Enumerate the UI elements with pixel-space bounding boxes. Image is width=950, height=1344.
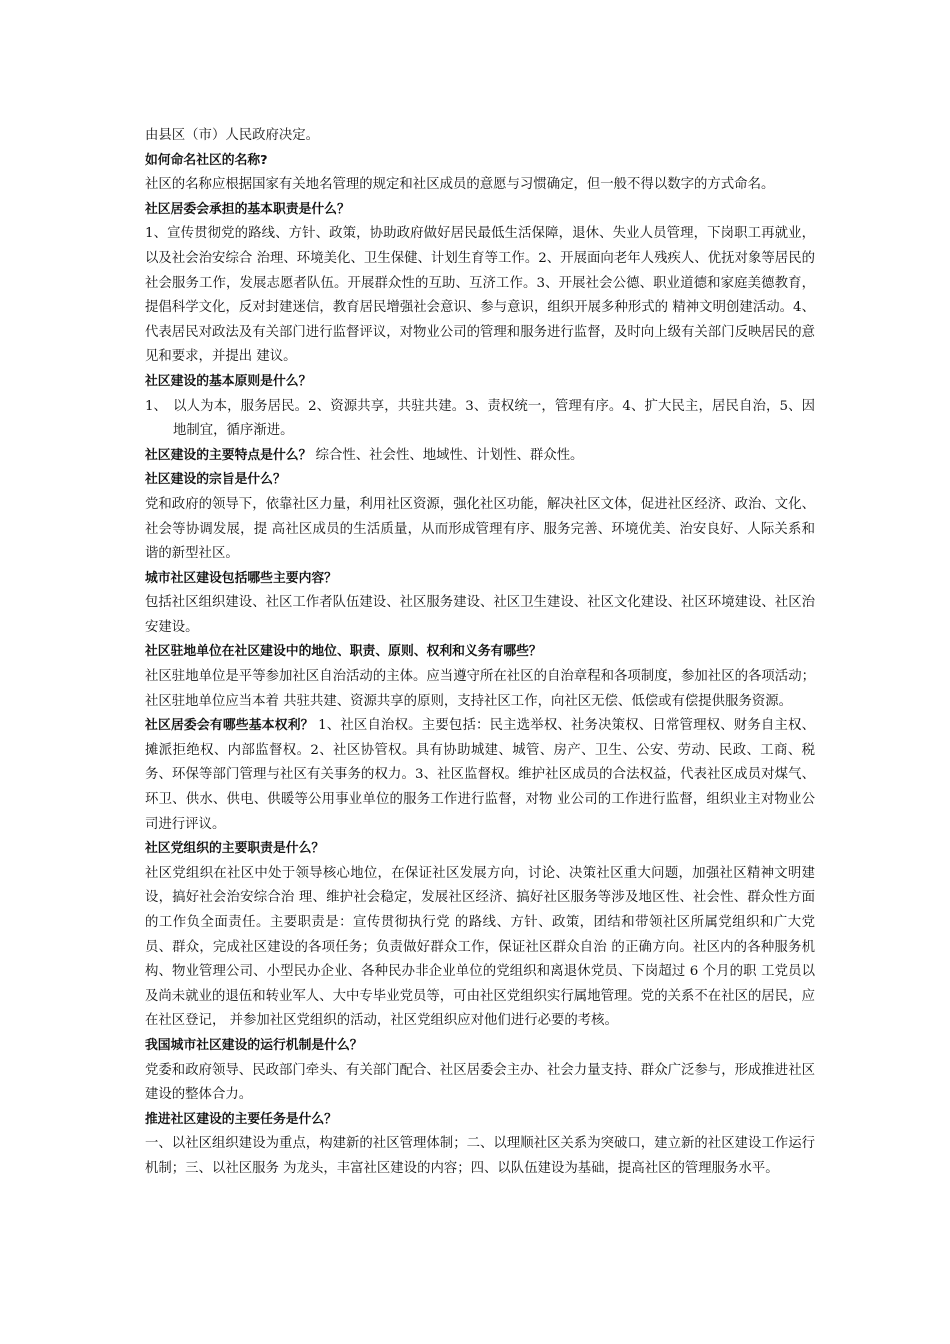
inline-question: 社区居委会有哪些基本权利？ bbox=[145, 718, 314, 734]
list-item bbox=[145, 395, 815, 444]
paragraph-text: 党和政府的领导下，依靠社区力量，利用社区资源，强化社区功能，解决社区文体，促进社区经济、政治、文化、社会等协调发展，提 高社区成员的生活质量，从而形成管理有序、服务完善、环境优美、治安良好、人际关系和谐的新型社区。 bbox=[145, 496, 815, 562]
question-heading: 城市社区建设包括哪些主要内容？ bbox=[145, 570, 337, 586]
paragraph-text: 1、宣传贯彻党的路线、方针、政策，协助政府做好居民最低生活保障，退休、失业人员管理，下岗职工再就业，以及社会治安综合 治理、环境美化、卫生保健、计划生育等工作。2、开展面向老年人残疾人、优抚对象等居民的社会服务工作，发展志愿者队伍。开展群众性的互助、互济工作。3、开展社会公德、职业道德和家庭美德教育，提倡科学文化，反对封建迷信，教育居民增强社会意识、参与意识，组织开展多种形式的 精神文明创建活动。4、代表居民对政法及有关部门进行监督评议，对物业公司的管理和服务进行监督，及时向上级有关部门反映居民的意见和要求，并提出 建议。 bbox=[145, 226, 815, 365]
question-heading: 社区建设的基本原则是什么？ bbox=[145, 373, 312, 389]
question-heading: 社区驻地单位在社区建设中的地位、职责、原则、权利和义务有哪些？ bbox=[145, 644, 542, 660]
paragraph-text: 一、以社区组织建设为重点，构建新的社区管理体制；二、以理顺社区关系为突破口，建立新的社区建设工作运行机制；三、以社区服务 为龙头，丰富社区建设的内容；四、以队伍建设为基础，提高社区的管理服务水平。 bbox=[145, 1136, 815, 1176]
question-heading: 社区居委会承担的基本职责是什么？ bbox=[145, 201, 350, 217]
paragraph-text: 社区的名称应根据国家有关地名管理的规定和社区成员的意愿与习惯确定，但一般不得以数字的方式命名。 bbox=[145, 177, 775, 193]
mixed-paragraph bbox=[145, 444, 815, 469]
question-heading: 如何命名社区的名称? bbox=[145, 152, 268, 168]
question-heading: 社区党组织的主要职责是什么？ bbox=[145, 841, 325, 857]
inline-question: 社区建设的主要特点是什么？ bbox=[145, 447, 312, 463]
list-item-text: 以人为本，服务居民。2、资源共享，共驻共建。3、责权统一，管理有序。4、扩大民主，居民自治，5、因地制宜，循序渐进。 bbox=[173, 398, 815, 439]
paragraph-text: 社区驻地单位是平等参加社区自治活动的主体。应当遵守所在社区的自治章程和各项制度，参加社区的各项活动；社区驻地单位应当本着 共驻共建、资源共享的原则，支持社区工作，向社区无偿、低偿或有偿提供服务资源。 bbox=[145, 669, 815, 709]
document-page bbox=[145, 124, 815, 1182]
paragraph-text: 包括社区组织建设、社区工作者队伍建设、社区服务建设、社区卫生建设、社区文化建设、社区环境建设、社区治安建设。 bbox=[145, 595, 815, 635]
paragraph-text: 社区党组织在社区中处于领导核心地位，在保证社区发展方向，讨论、决策社区重大问题，加强社区精神文明建设，搞好社会治安综合治 理、维护社会稳定，发展社区经济、搞好社区服务等涉及地区性、社会性、群众性方面的工作负全面责任。主要职责是：宣传贯彻执行党 的路线、方针、政策，团结和带领社区所属党组织和广大党员、群众，完成社区建设的各项任务；负责做好群众工作，保证社区群众自治 的正确方向。社区内的各种服务机构、物业管理公司、小型民办企业、各种民办非企业单位的党组织和离退休党员、下岗超过 6 个月的职 工党员以及尚未就业的退伍和转业军人、大中专毕业党员等，可由社区党组织实行属地管理。党的关系不在社区的居民，应在社区登记， 并参加社区党组织的活动，社区党组织应对他们进行必要的考核。 bbox=[145, 865, 815, 1029]
paragraph-text: 由县区（市）人民政府决定。 bbox=[145, 128, 320, 143]
inline-answer: 综合性、社会性、地域性、计划性、群众性。 bbox=[311, 447, 584, 463]
paragraph-text: 党委和政府领导、民政部门牵头、有关部门配合、社区居委会主办、社会力量支持、群众广泛参与，形成推进社区建设的整体合力。 bbox=[145, 1062, 815, 1103]
inline-answer: 1、社区自治权。主要包括：民主选举权、社务决策权、日常管理权、财务自主权、摊派拒绝权、内部监督权。2、社区协管权。具有协助城建、城管、房产、卫生、公安、劳动、民政、工商、税务、环保等部门管理与社区有关事务的权力。3、社区监督权。维护社区成员的合法权益，代表社区成员对煤气、环卫、供水、供电、供暖等公用事业单位的服务工作进行监督，对物 业公司的工作进行监督，组织业主对物业公司进行评议。 bbox=[145, 718, 816, 832]
list-number: 1、 bbox=[145, 398, 167, 414]
question-heading: 推进社区建设的主要任务是什么？ bbox=[145, 1111, 337, 1127]
mixed-paragraph bbox=[145, 714, 815, 837]
question-heading: 我国城市社区建设的运行机制是什么？ bbox=[145, 1037, 363, 1053]
question-heading: 社区建设的宗旨是什么？ bbox=[145, 472, 286, 488]
